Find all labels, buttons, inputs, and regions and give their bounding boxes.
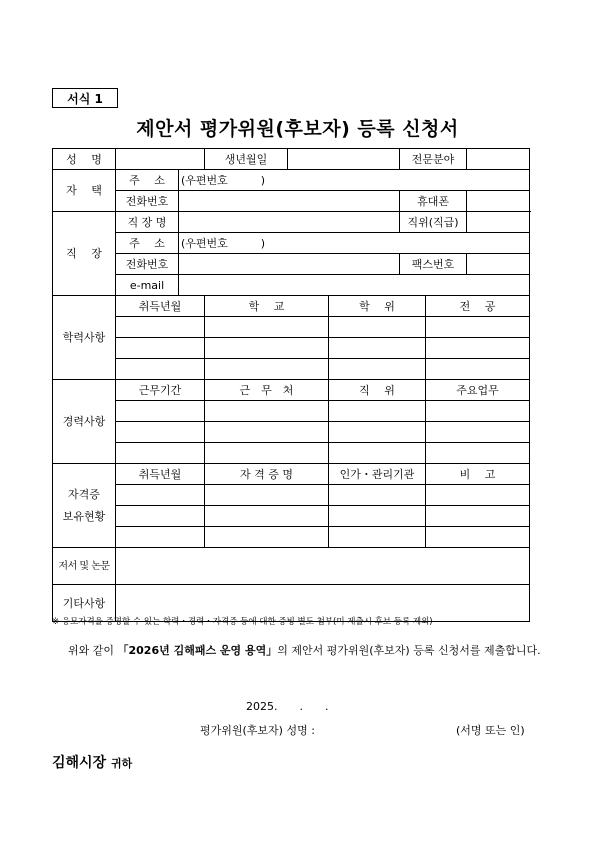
license-header-issuer: 인가・관리기관 [329,464,426,485]
declaration-paragraph [52,642,544,660]
position-field[interactable] [467,212,530,233]
project-name: 「2026년 김해패스 운영 용역」 [117,644,278,657]
declaration-pre: 위와 같이 [68,644,118,657]
attachment-note: ※ 응모자격을 증명할 수 있는 학력・경력・자격증 등에 대한 증빙 별도 첨부(미 제출시 후보 등록 제외) [52,617,433,627]
education-header-degree: 학 위 [329,296,426,317]
addressee-name: 김해시장 [52,755,107,771]
name-label: 성 명 [53,149,116,170]
signature-line: 평가위원(후보자) 성명 : [200,724,315,737]
work-address-label: 주 소 [116,233,179,254]
birthdate-label: 생년월일 [205,149,288,170]
addressee [52,752,132,772]
fax-label: 팩스번호 [400,254,467,275]
career-header-workplace: 근 무 처 [205,380,329,401]
career-header-position: 직 위 [329,380,426,401]
education-header-date: 취득년월 [116,296,205,317]
license-row [53,527,530,548]
addressee-suffix: 귀하 [110,757,133,770]
work-phone-label: 전화번호 [116,254,179,275]
mobile-field[interactable] [467,191,530,212]
license-header-date: 취득년월 [116,464,205,485]
home-address-label: 주 소 [116,170,179,191]
birthdate-field[interactable] [288,149,400,170]
work-address-field[interactable]: (우편번호 ) [179,233,530,254]
home-phone-label: 전화번호 [116,191,179,212]
license-row [53,506,530,527]
education-row [53,317,530,338]
specialty-label: 전문분야 [400,149,467,170]
company-label: 직 장 명 [116,212,179,233]
declaration-post: 의 제안서 평가위원(후보자) 등록 신청서를 제출합니다. [277,644,541,657]
email-label: e-mail [116,275,179,296]
etc-label: 기타사항 [53,585,116,622]
work-phone-field[interactable] [179,254,400,275]
home-address-field[interactable]: (우편번호 ) [179,170,530,191]
license-row [53,485,530,506]
position-label: 직위(직급) [400,212,467,233]
work-section-label: 직 장 [53,212,116,296]
license-label-line1: 자격증 [68,487,100,501]
home-section-label: 자 택 [53,170,116,212]
name-field[interactable] [116,149,205,170]
signature-note: (서명 또는 인) [456,724,525,737]
mobile-label: 휴대폰 [400,191,467,212]
career-header-duties: 주요업무 [426,380,530,401]
education-section-label: 학력사항 [53,296,116,380]
license-header-remarks: 비 고 [426,464,530,485]
page-title: 제안서 평가위원(후보자) 등록 신청서 [136,118,459,140]
education-header-school: 학 교 [205,296,329,317]
license-label-line2: 보유현황 [62,509,106,523]
home-phone-field[interactable] [179,191,400,212]
papers-field[interactable] [116,548,530,585]
education-row [53,359,530,380]
license-section-label [53,464,116,548]
company-field[interactable] [179,212,400,233]
license-header-name: 자 격 증 명 [205,464,329,485]
career-section-label: 경력사항 [53,380,116,464]
email-field[interactable] [179,275,530,296]
submission-date: 2025. . . [246,700,329,713]
career-row [53,443,530,464]
papers-label: 저서 및 논문 [53,548,116,585]
education-header-major: 전 공 [426,296,530,317]
application-form-table [52,148,530,622]
career-row [53,422,530,443]
form-number-tag: 서식 1 [52,88,118,108]
education-row [53,338,530,359]
career-header-period: 근무기간 [116,380,205,401]
fax-field[interactable] [467,254,530,275]
specialty-field[interactable] [467,149,530,170]
career-row [53,401,530,422]
